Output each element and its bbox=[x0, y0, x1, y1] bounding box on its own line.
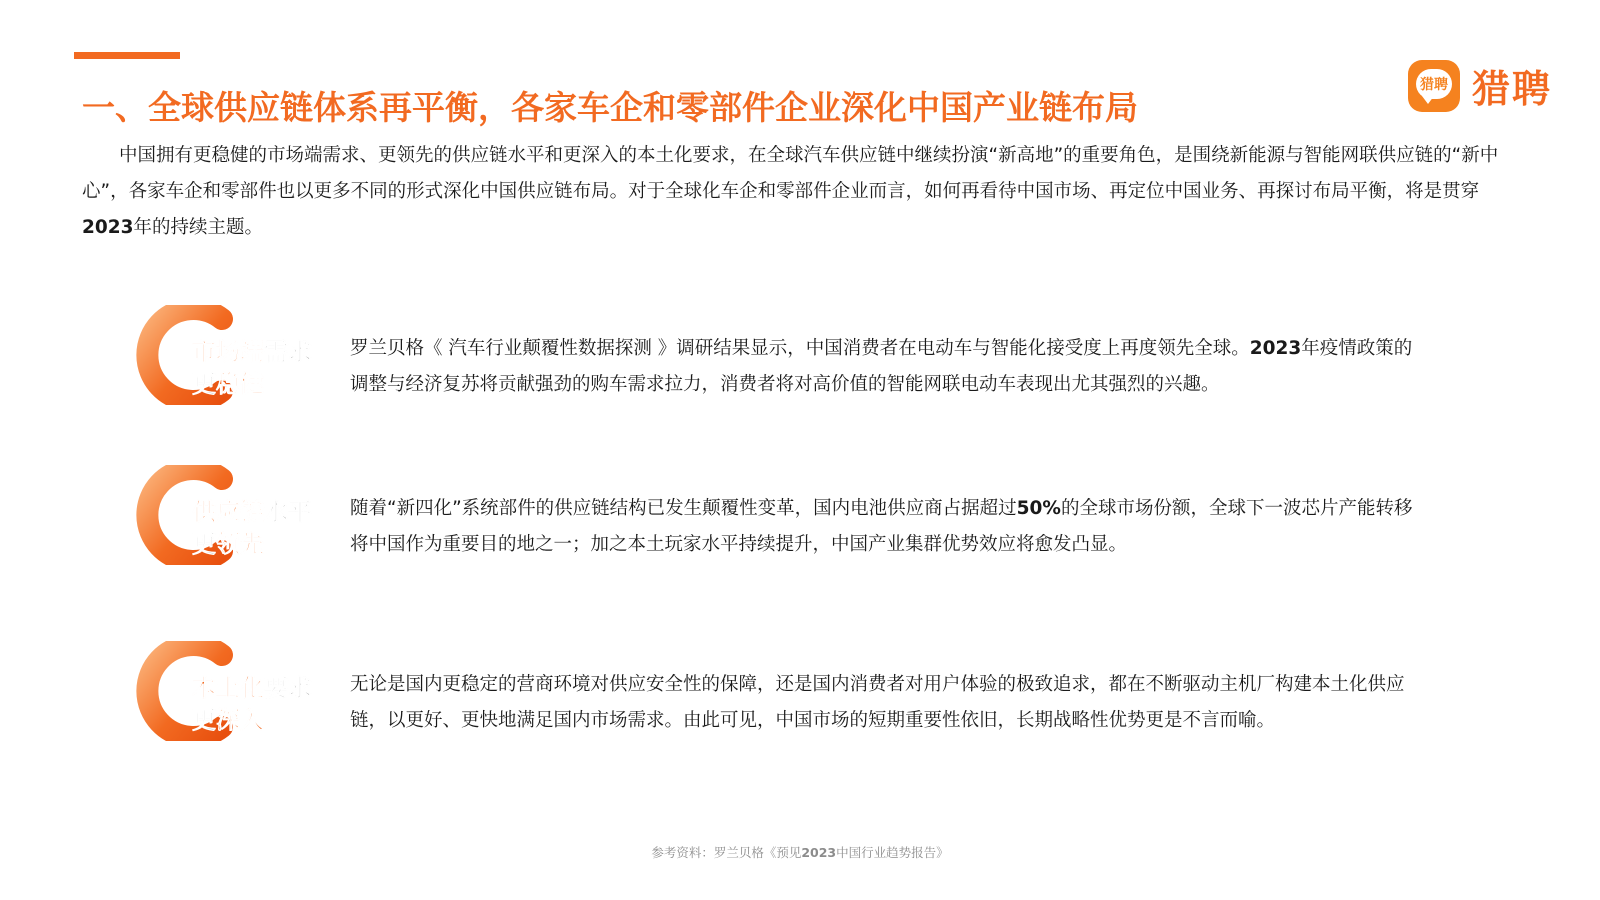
section-mark: 供应链水平 更领先 bbox=[136, 465, 336, 565]
section-mark: 市场端需求 更稳健 bbox=[136, 305, 336, 405]
brand-logo bbox=[1408, 58, 1552, 113]
section-text: 无论是国内更稳定的营商环境对供应安全性的保障，还是国内消费者对用户体验的极致追求，都在不断驱动主机厂构建本土化供应链，以更好、更快地满足国内市场需求。由此可见，中国市场的短期重要性依旧，长期战略性优势更是不言而喻。 bbox=[350, 674, 1405, 731]
section-localization bbox=[136, 641, 1436, 751]
source-note: 参考资料：罗兰贝格《预见2023中国行业趋势报告》 bbox=[651, 845, 949, 860]
logo-name: 猎聘 bbox=[1472, 67, 1553, 111]
intro-paragraph: 中国拥有更稳健的市场端需求、更领先的供应链水平和更深入的本土化要求，在全球汽车供应链中继续扮演“新高地”的重要角色，是围绕新能源与智能网联供应链的“新中心”，各家车企和零部件也以更多不同的形式深化中国供应链布局。对于全球化车企和零部件企业而言，如何再看待中国市场、再定位中国业务、再探讨布局平衡，将是贯穿2023年的持续主题。 bbox=[82, 145, 1499, 238]
section-supply-chain bbox=[136, 465, 1436, 575]
section-text: 随着“新四化”系统部件的供应链结构已发生颠覆性变革，国内电池供应商占据超过50%的全球市场份额，全球下一波芯片产能转移将中国作为重要目的地之一；加之本土玩家水平持续提升，中国产业集群优势效应将愈发凸显。 bbox=[350, 498, 1413, 555]
section-text: 罗兰贝格《 汽车行业颠覆性数据探测 》调研结果显示，中国消费者在电动车与智能化接受度上再度领先全球。2023年疫情政策的调整与经济复苏将贡献强劲的购车需求拉力，消费者将对高价值的智能网联电动车表现出尤其强烈的兴趣。 bbox=[350, 338, 1413, 395]
page-title: 一、全球供应链体系再平衡，各家车企和零部件企业深化中国产业链布局 bbox=[82, 88, 1138, 127]
logo-badge-text: 猎聘 bbox=[1416, 69, 1452, 99]
chat-bubble-icon bbox=[1408, 60, 1460, 112]
section-mark: 本土化要求 更深入 bbox=[136, 641, 336, 741]
section-market-demand bbox=[136, 305, 1436, 415]
top-accent-bar bbox=[74, 52, 180, 59]
